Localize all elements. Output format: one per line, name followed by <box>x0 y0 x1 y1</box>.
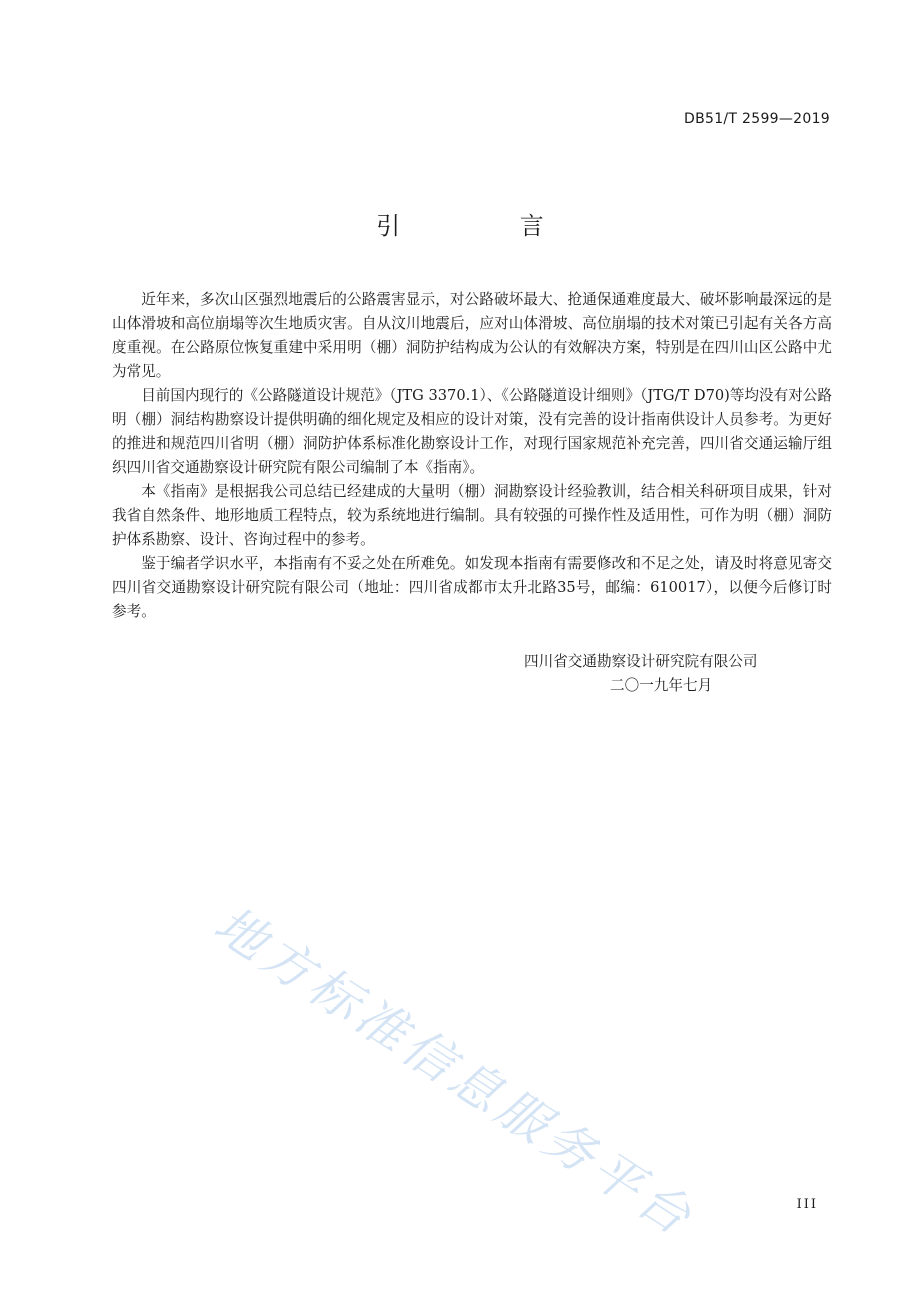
paragraph-3: 本《指南》是根据我公司总结已经建成的大量明（棚）洞勘察设计经验教训，结合相关科研项目成果，针对我省自然条件、地形地质工程特点，较为系统地进行编制。具有较强的可操作性及适用性，可作为明（棚）洞防护体系勘察、设计、咨询过程中的参考。 <box>112 483 832 548</box>
signature-date: 二〇一九年七月 <box>610 677 713 694</box>
paragraph-4: 鉴于编者学识水平，本指南有不妥之处在所难免。如发现本指南有需要修改和不足之处，请及时将意见寄交四川省交通勘察设计研究院有限公司（地址：四川省成都市太升北路35号，邮编：610017），以便今后修订时参考。 <box>112 555 832 620</box>
paragraph-2: 目前国内现行的《公路隧道设计规范》（JTG 3370.1）、《公路隧道设计细则》（JTG/T D70)等均没有对公路明（棚）洞结构勘察设计提供明确的细化规定及相应的设计对策，没有完善的设计指南供设计人员参考。为更好的推进和规范四川省明（棚）洞防护体系标准化勘察设计工作，对现行国家规范补充完善，四川省交通运输厅组织四川省交通勘察设计研究院有限公司编制了本《指南》。 <box>112 387 832 476</box>
page-title: 引 言 <box>376 212 600 240</box>
preface-body <box>112 288 832 624</box>
page-number: III <box>796 1197 818 1212</box>
paragraph-1: 近年来，多次山区强烈地震后的公路震害显示，对公路破坏最大、抢通保通难度最大、破坏影响最深远的是山体滑坡和高位崩塌等次生地质灾害。自从汶川地震后，应对山体滑坡、高位崩塌的技术对策已引起有关各方高度重视。在公路原位恢复重建中采用明（棚）洞防护结构成为公认的有效解决方案，特别是在四川山区公路中尤为常见。 <box>112 291 832 380</box>
watermark-text: 地方标准信息服务平台 <box>204 895 706 1249</box>
document-code: DB51/T 2599—2019 <box>684 111 830 127</box>
signature-organization: 四川省交通勘察设计研究院有限公司 <box>524 653 758 670</box>
